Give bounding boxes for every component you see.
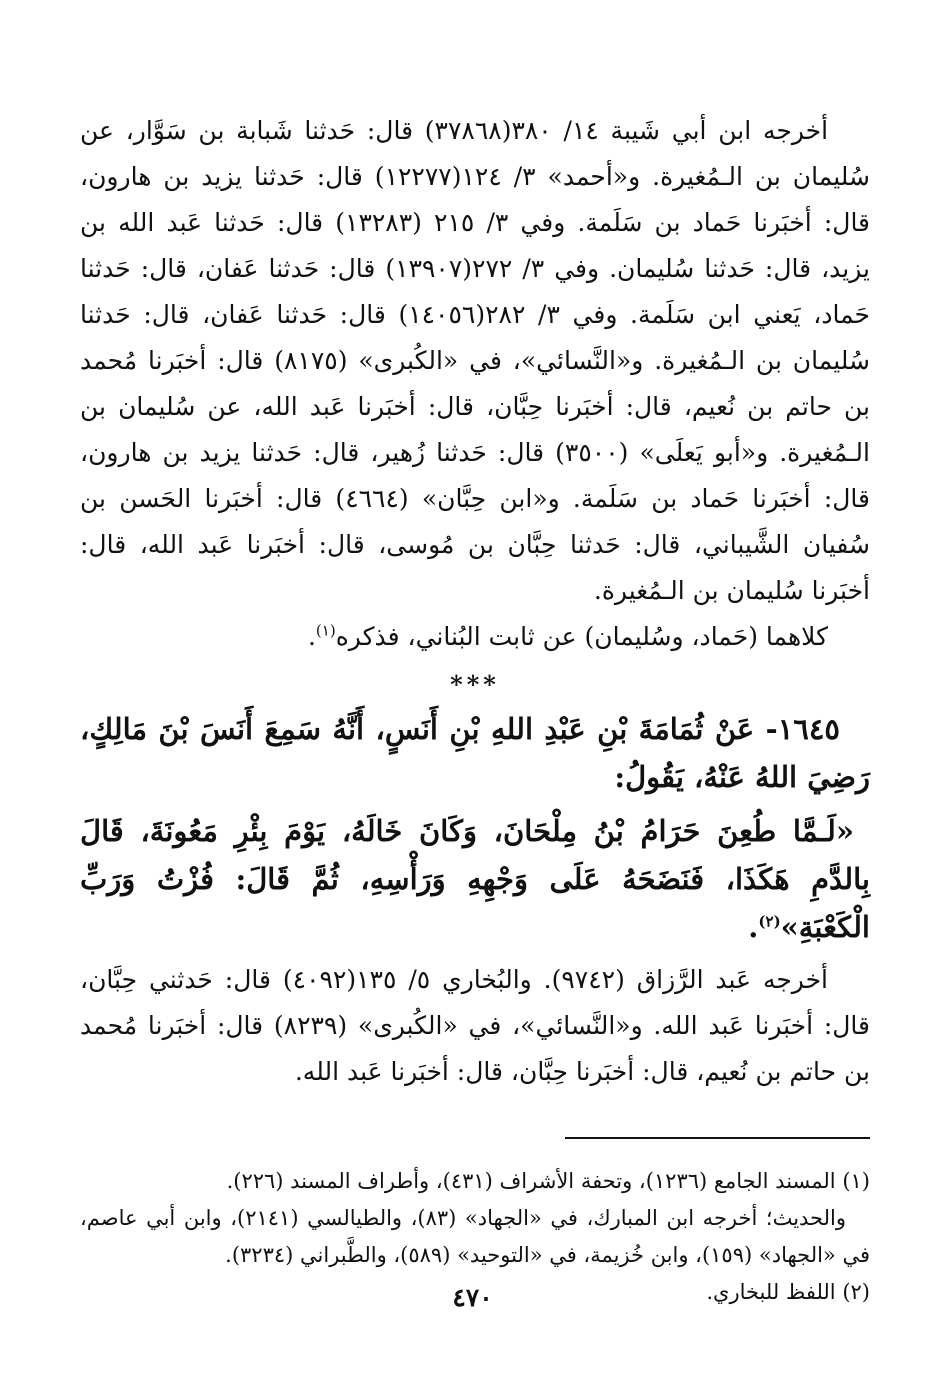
hadith-text-body: «لَـمَّا طُعِنَ حَرَامُ بْنُ مِلْحَانَ، وَكَانَ خَالَهُ، يَوْمَ بِئْرِ مَعُونَةَ، قَالَ بِالدَّمِ هَكَذَا، فَنَضَحَهُ عَلَى وَجْهِهِ وَرَأْسِهِ، ثُمَّ قَالَ: فُزْتُ وَرَبِّ الْكَعْبَةِ» [80,814,870,944]
hadith-text: «لَـمَّا طُعِنَ حَرَامُ بْنُ مِلْحَانَ، وَكَانَ خَالَهُ، يَوْمَ بِئْرِ مَعُونَةَ، قَالَ بِالدَّمِ هَكَذَا، فَنَضَحَهُ عَلَى وَجْهِهِ وَرَأْسِهِ، ثُمَّ قَالَ: فُزْتُ وَرَبِّ الْكَعْبَةِ»$^{(٢)}$. [80,814,870,944]
footnote-ref-1: (١) [315,621,336,640]
takhrij-paragraph-2: كلاهما (حَماد، وسُليمان) عن ثابت البُناني، فذكره$^{(١)}$. [307,621,828,651]
footnote-ref-2: (٢) [758,912,781,931]
takhrij-paragraph-3: أخرجه عَبد الرَّزاق (٩٧٤٢). والبُخاري ٥/ ١٣٥(٤٠٩٢) قال: حَدثني حِبَّان، قال: أخبَرنا عَبد الله. و«النَّسائي»، في «الكُبرى» (٨٢٣٩) قال: أخبَرنا مُحمد بن حاتم بن نُعيم، قال: أخبَرنا حِبَّان، قال: أخبَرنا عَبد الله. [80,965,870,1086]
page-body [80,108,870,1311]
footnote-1-note: والحديث؛ أخرجه ابن المبارك، في «الجهاد» (٨٣)، والطيالسي (٢١٤١)، وابن أبي عاصم، في «الجهاد» (١٥٩)، وابن خُزيمة، في «التوحيد» (٥٨٩)، والطَّبراني (٣٢٣٤). [80,1206,870,1267]
takhrij-paragraph-1: أخرجه ابن أبي شَيبة ١٤/ ٣٨٠(٣٧٨٦٨) قال: حَدثنا شَبابة بن سَوَّار، عن سُليمان بن الـمُغيرة. و«أحمد» ٣/ ١٢٤(١٢٢٧٧) قال: حَدثنا يزيد بن هارون، قال: أخبَرنا حَماد بن سَلَمة. وفي ٣/ ٢١٥ (١٣٢٨٣) قال: حَدثنا عَبد الله بن يزيد، قال: حَدثنا سُليمان. وفي ٣/ ٢٧٢(١٣٩٠٧) قال: حَدثنا عَفان، قال: حَدثنا حَماد، يَعني ابن سَلَمة. وفي ٣/ ٢٨٢(١٤٠٥٦) قال: حَدثنا عَفان، قال: حَدثنا سُليمان بن الـمُغيرة. و«النَّسائي»، في «الكُبرى» (٨١٧٥) قال: أخبَرنا مُحمد بن حاتم بن نُعيم، قال: أخبَرنا حِبَّان، قال: أخبَرنا عَبد الله، عن سُليمان بن الـمُغيرة. و«أبو يَعلَى» (٣٥٠٠) قال: حَدثنا زُهير، قال: حَدثنا يزيد بن هارون، قال: أخبَرنا حَماد بن سَلَمة. و«ابن حِبَّان» (٤٦٦٤) قال: أخبَرنا الحَسن بن سُفيان الشَّيباني، قال: حَدثنا حِبَّان بن مُوسى، قال: أخبَرنا عَبد الله، قال: أخبَرنا سُليمان بن الـمُغيرة. [80,116,871,605]
footnote-divider [565,1137,870,1139]
section-separator: *** [450,670,500,699]
footnote-1: (١) المسند الجامع (١٢٣٦)، وتحفة الأشراف (٤٣١)، وأطراف المسند (٢٢٦). [226,1169,870,1193]
hadith-intro: ١٦٤٥- عَنْ ثُمَامَةَ بْنِ عَبْدِ اللهِ بْنِ أَنَسٍ، أَنَّهُ سَمِعَ أَنَسَ بْنَ مَالِكٍ، رَضِيَ اللهُ عَنْهُ، يَقُولُ: [80,712,870,794]
takhrij-paragraph-2-text: كلاهما (حَماد، وسُليمان) عن ثابت البُناني، فذكره [335,622,828,651]
footnote-2: (٢) اللفظ للبخاري. [706,1280,870,1304]
page-number: ٤٧٠ [452,1283,493,1312]
